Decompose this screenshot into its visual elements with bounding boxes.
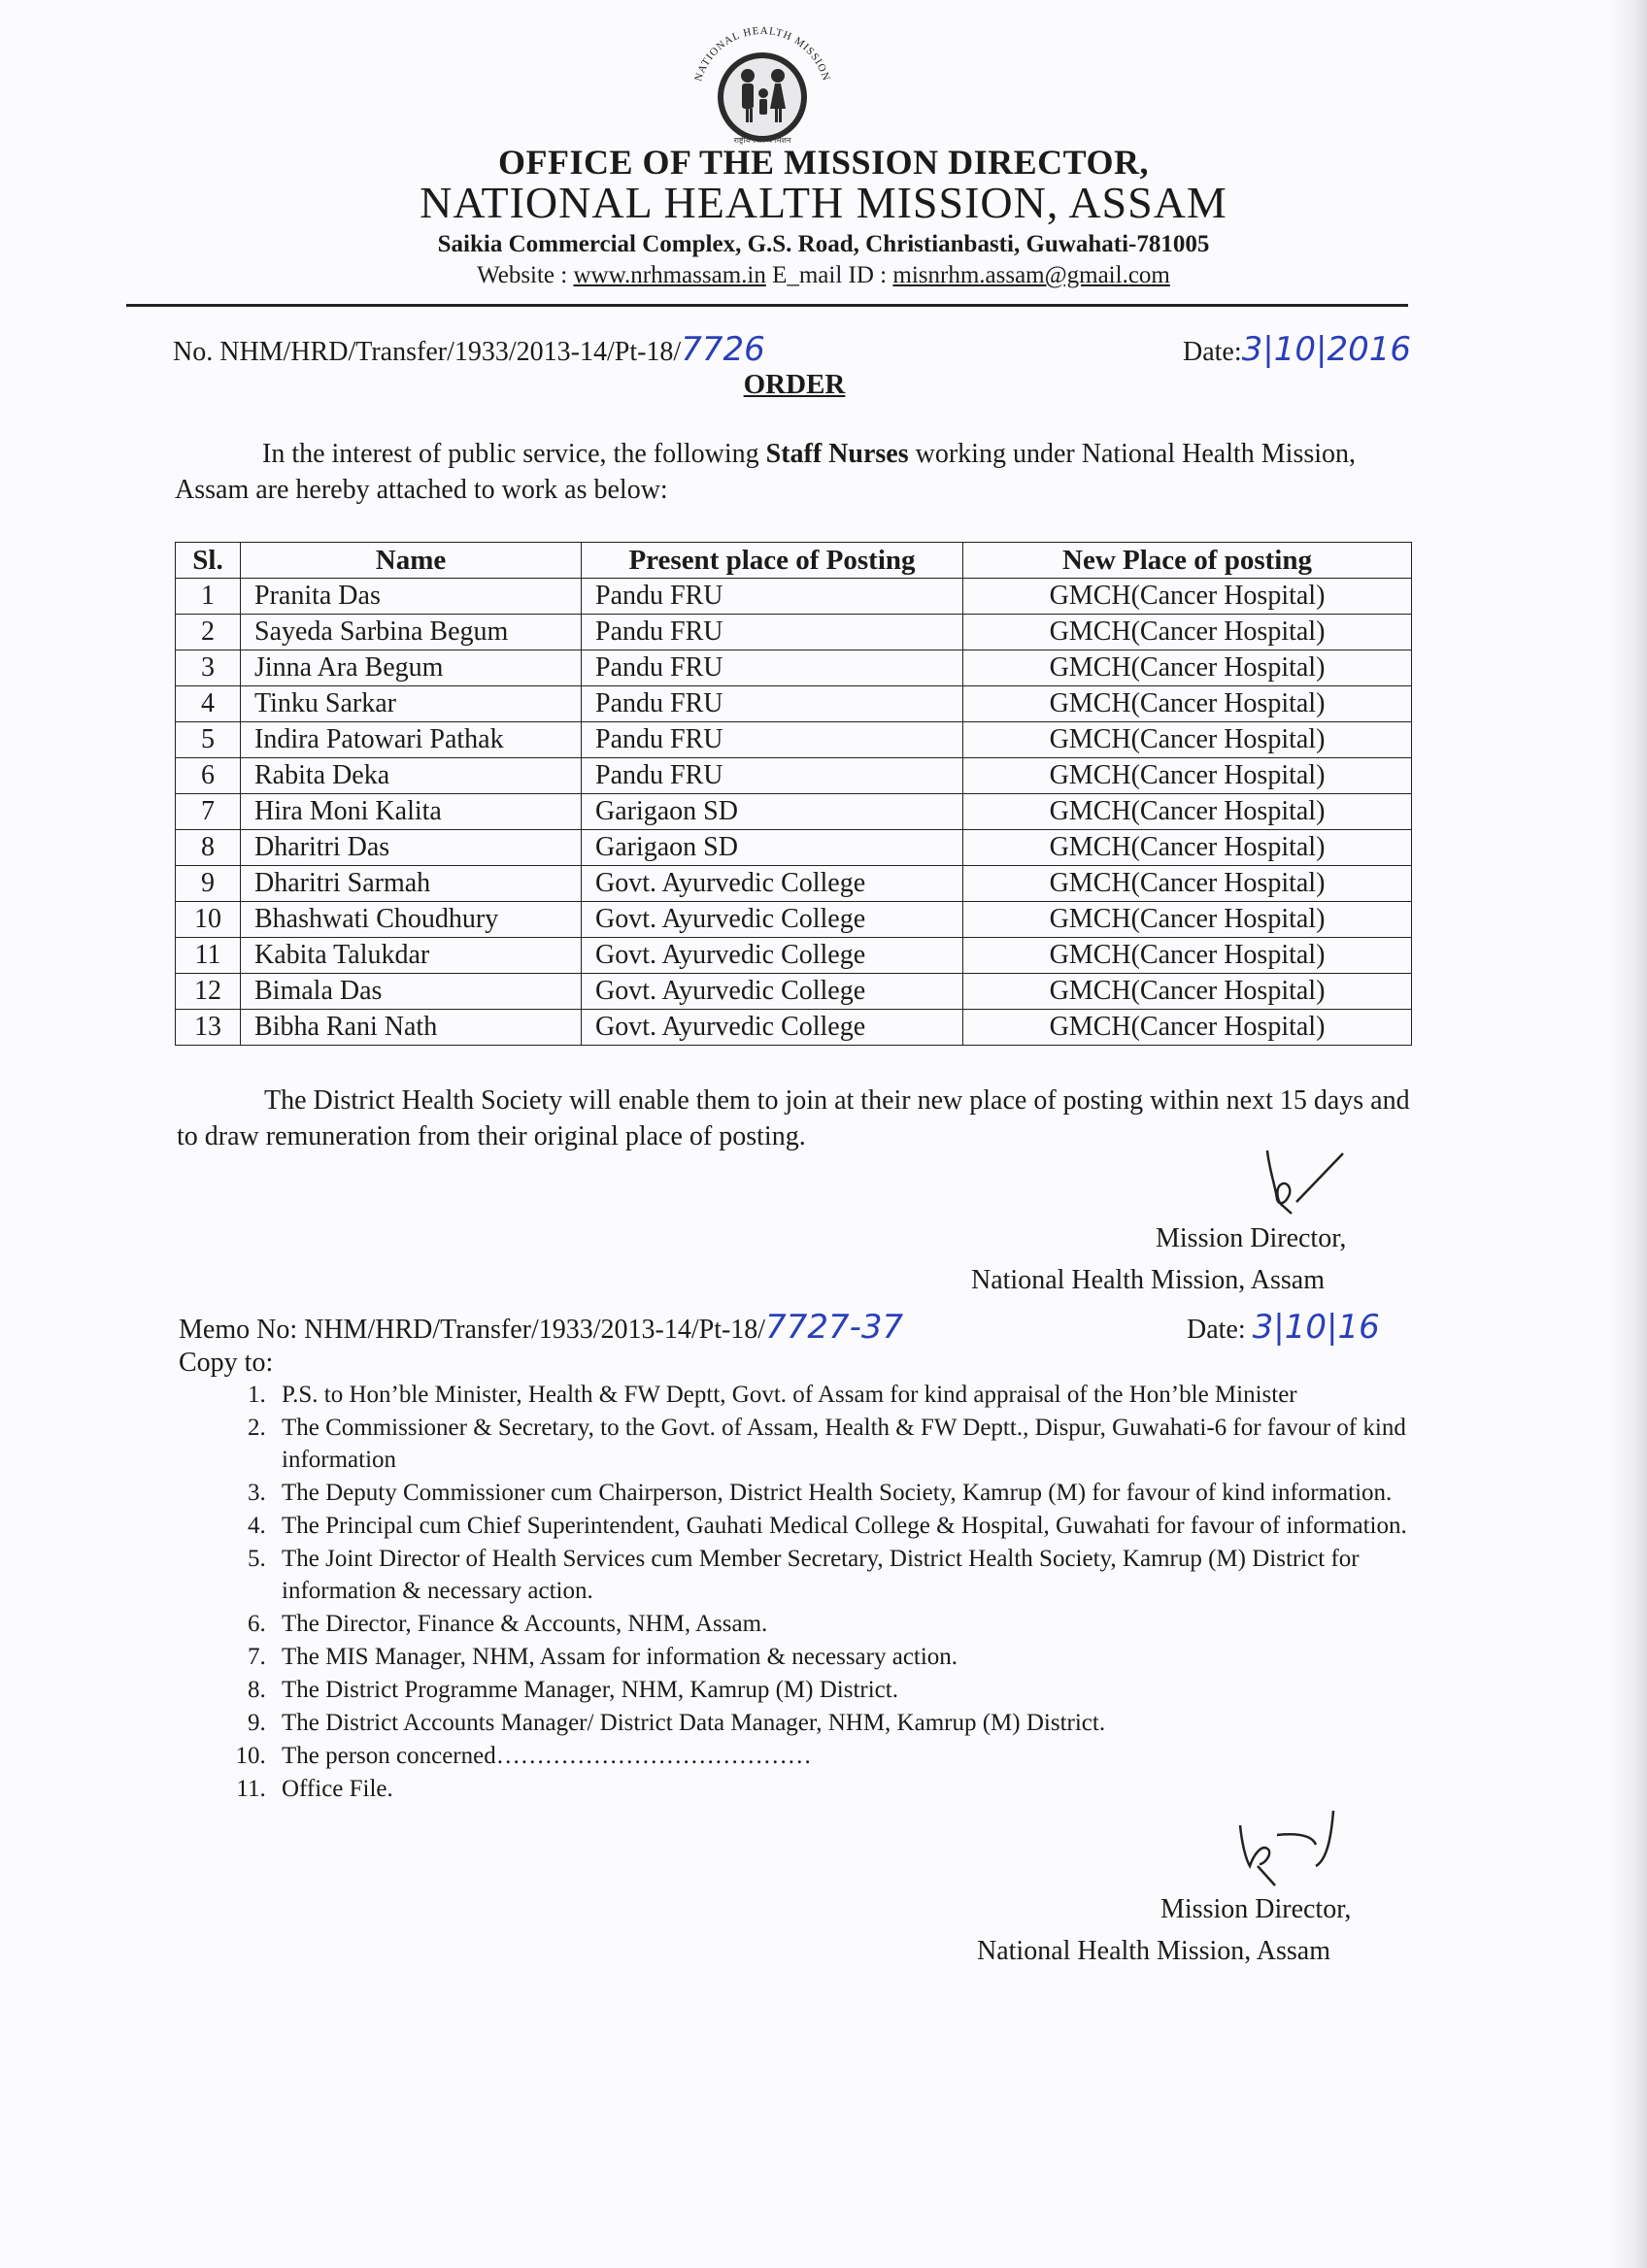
cell-name: Indira Patowari Pathak [241,722,582,758]
memo-number-handwritten: 7727-37 [765,1308,904,1347]
cell-present-posting: Pandu FRU [582,615,963,650]
cell-new-posting: GMCH(Cancer Hospital) [963,794,1412,830]
signature-2-title: Mission Director, [1160,1894,1352,1924]
copy-to-item: 6. The Director, Finance & Accounts, NHM, Assam. [272,1608,1466,1640]
cell-present-posting: Govt. Ayurvedic College [582,974,963,1010]
office-title: OFFICE OF THE MISSION DIRECTOR, [498,143,1149,182]
table-row [176,902,1412,938]
table-body [176,579,1412,1046]
cell-present-posting: Garigaon SD [582,830,963,866]
copy-to-item: 7. The MIS Manager, NHM, Assam for information & necessary action. [272,1641,1466,1673]
signature-organisation: National Health Mission, Assam [971,1265,1325,1295]
table-row [176,615,1412,650]
cell-sl: 4 [176,686,241,722]
copy-to-item: 2. The Commissioner & Secretary, to the Govt. of Assam, Health & FW Deptt., Dispur, Guwahati-6 for favour of kind information [272,1412,1466,1476]
scan-edge-shadow [1608,0,1647,2268]
cell-name: Rabita Deka [241,758,582,794]
cell-present-posting: Pandu FRU [582,758,963,794]
cell-sl: 1 [176,579,241,615]
cell-present-posting: Pandu FRU [582,650,963,686]
copy-to-item: 9. The District Accounts Manager/ District Data Manager, NHM, Kamrup (M) District. [272,1707,1466,1739]
table-row [176,974,1412,1010]
letterhead-divider [126,304,1408,307]
copy-to-item: 8. The District Programme Manager, NHM, Kamrup (M) District. [272,1674,1466,1706]
table-row [176,650,1412,686]
cell-name: Pranita Das [241,579,582,615]
cell-new-posting: GMCH(Cancer Hospital) [963,1010,1412,1046]
order-intro: In the interest of public service, the following Staff Nurses working under National Health Mission, Assam are hereby attached to work as below: [175,439,1357,505]
copy-to-item: 4. The Principal cum Chief Superintendent, Gauhati Medical College & Hospital, Guwahati for favour of information. [272,1510,1466,1542]
col-name: Name [241,543,582,579]
cell-present-posting: Pandu FRU [582,722,963,758]
email-label: E_mail ID : [765,262,893,288]
contact-line [0,262,1647,289]
order-number [173,330,765,369]
closing-paragraph: The District Health Society will enable them to join at their new place of posting within next 15 days and to draw remuneration from their original place of posting. [177,1085,1410,1151]
cell-name: Hira Moni Kalita [241,794,582,830]
cell-new-posting: GMCH(Cancer Hospital) [963,722,1412,758]
cell-present-posting: Govt. Ayurvedic College [582,1010,963,1046]
cell-present-posting: Govt. Ayurvedic College [582,866,963,902]
cell-new-posting: GMCH(Cancer Hospital) [963,830,1412,866]
order-date-handwritten: 3|10|2016 [1241,330,1411,369]
cell-name: Dharitri Das [241,830,582,866]
cell-new-posting: GMCH(Cancer Hospital) [963,974,1412,1010]
cell-sl: 12 [176,974,241,1010]
nhm-logo [680,19,845,146]
cell-sl: 3 [176,650,241,686]
signature-mark-2 [1219,1806,1345,1893]
table-row [176,830,1412,866]
table-row [176,794,1412,830]
posting-table [175,542,1412,1046]
website-link[interactable]: www.nrhmassam.in [573,262,766,288]
cell-present-posting: Garigaon SD [582,794,963,830]
table-row [176,758,1412,794]
copy-to-label: Copy to: [179,1348,274,1378]
table-header-row [176,543,1412,579]
memo-number-prefix: Memo No: NHM/HRD/Transfer/1933/2013-14/Pt-18/ [179,1315,766,1345]
order-number-handwritten: 7726 [681,330,765,369]
cell-name: Sayeda Sarbina Begum [241,615,582,650]
cell-sl: 2 [176,615,241,650]
memo-date-handwritten: 3|10|16 [1252,1308,1380,1347]
cell-name: Tinku Sarkar [241,686,582,722]
copy-to-list [233,1379,1466,1806]
memo-date [1187,1308,1380,1347]
email-link[interactable]: misnrhm.assam@gmail.com [892,262,1170,288]
cell-sl: 11 [176,938,241,974]
cell-sl: 13 [176,1010,241,1046]
table-row [176,686,1412,722]
cell-new-posting: GMCH(Cancer Hospital) [963,686,1412,722]
copy-to-item: 10. The person concerned………………………………… [272,1740,1466,1772]
cell-sl: 10 [176,902,241,938]
col-present-posting: Present place of Posting [582,543,963,579]
signature-mark [1248,1146,1355,1228]
cell-sl: 8 [176,830,241,866]
copy-to-item: 1. P.S. to Hon’ble Minister, Health & FW Deptt, Govt. of Assam for kind appraisal of the Hon’ble Minister [272,1379,1466,1411]
cell-new-posting: GMCH(Cancer Hospital) [963,579,1412,615]
table-row [176,866,1412,902]
col-new-posting: New Place of posting [963,543,1412,579]
col-sl: Sl. [176,543,241,579]
cell-sl: 6 [176,758,241,794]
cell-name: Kabita Talukdar [241,938,582,974]
cell-new-posting: GMCH(Cancer Hospital) [963,758,1412,794]
cell-present-posting: Pandu FRU [582,686,963,722]
website-label: Website : [477,262,574,288]
cell-name: Jinna Ara Begum [241,650,582,686]
cell-new-posting: GMCH(Cancer Hospital) [963,650,1412,686]
signature-title: Mission Director, [1156,1223,1347,1253]
order-number-prefix: No. NHM/HRD/Transfer/1933/2013-14/Pt-18/ [173,337,682,367]
office-address: Saikia Commercial Complex, G.S. Road, Christianbasti, Guwahati-781005 [437,231,1210,257]
cell-sl: 7 [176,794,241,830]
copy-to-item: 5. The Joint Director of Health Services cum Member Secretary, District Health Society, Kamrup (M) District for information & necessary action. [272,1543,1466,1607]
cell-new-posting: GMCH(Cancer Hospital) [963,938,1412,974]
cell-sl: 9 [176,866,241,902]
signature-2-organisation: National Health Mission, Assam [977,1936,1330,1966]
cell-name: Dharitri Sarmah [241,866,582,902]
table-row [176,579,1412,615]
table-row [176,722,1412,758]
logo-arc-text: NATIONAL HEALTH MISSION [692,24,832,83]
logo-hindi-text: राष्ट्रीय स्वास्थ्य मिशन [733,136,791,145]
cell-name: Bhashwati Choudhury [241,902,582,938]
table-row [176,938,1412,974]
cell-name: Bibha Rani Nath [241,1010,582,1046]
cell-new-posting: GMCH(Cancer Hospital) [963,866,1412,902]
cell-new-posting: GMCH(Cancer Hospital) [963,902,1412,938]
cell-new-posting: GMCH(Cancer Hospital) [963,615,1412,650]
order-title: ORDER [743,369,846,400]
memo-date-label: Date: [1187,1315,1246,1345]
table-row [176,1010,1412,1046]
cell-sl: 5 [176,722,241,758]
copy-to-item: 11. Office File. [272,1773,1466,1805]
staff-nurses-bold: Staff Nurses [765,439,909,469]
cell-present-posting: Govt. Ayurvedic College [582,902,963,938]
order-date [1183,330,1411,369]
cell-present-posting: Govt. Ayurvedic College [582,938,963,974]
organisation-title: NATIONAL HEALTH MISSION, ASSAM [420,178,1227,227]
cell-name: Bimala Das [241,974,582,1010]
cell-present-posting: Pandu FRU [582,579,963,615]
order-date-label: Date: [1183,337,1242,367]
memo-number [179,1308,903,1347]
copy-to-item: 3. The Deputy Commissioner cum Chairperson, District Health Society, Kamrup (M) for favour of kind information. [272,1477,1466,1509]
